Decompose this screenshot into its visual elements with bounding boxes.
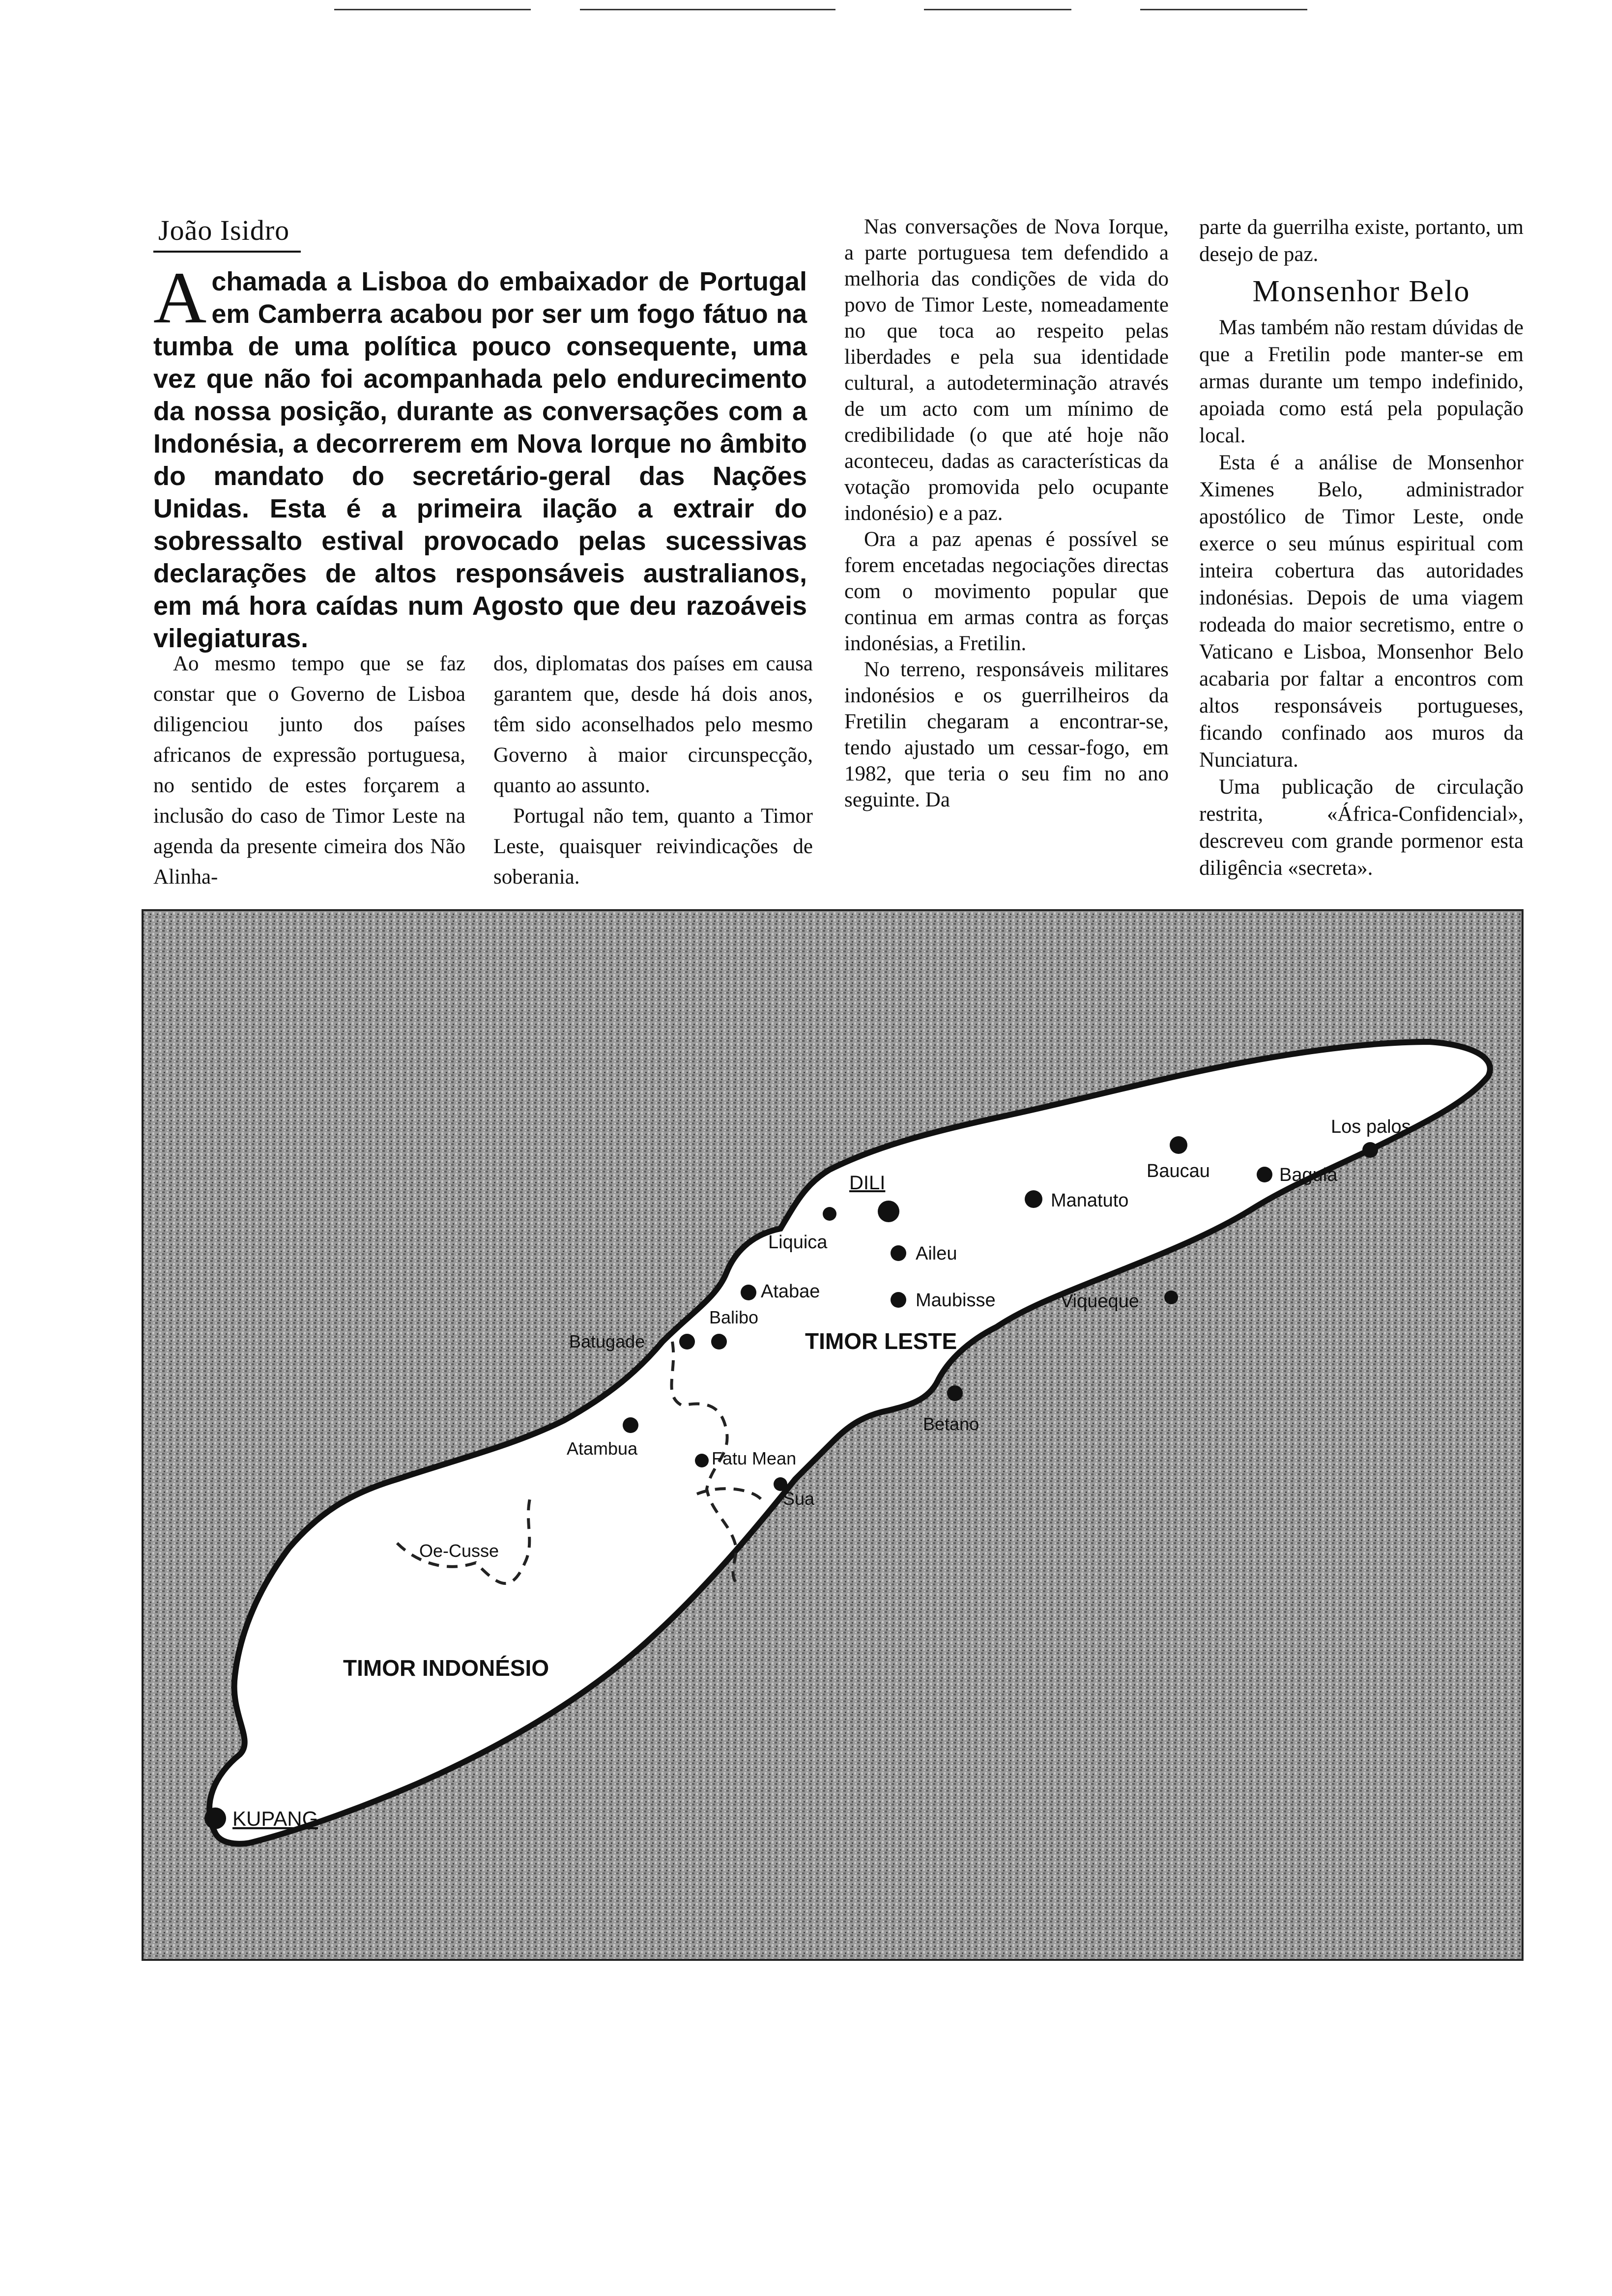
page-edge-rule-1 [334,9,531,10]
byline-rule [153,251,301,253]
column-3 [844,214,1169,813]
town-kupang [204,1807,318,1830]
col3-paragraph-2: Ora a paz apenas é possível se forem encetadas negociações directas com o movimento popular que continua em armas contra as forças indonésias, a Fretilin. [844,528,1169,655]
town-maubisse-label: Maubisse [916,1290,996,1311]
town-aileu-label: Aileu [916,1243,957,1264]
col2-paragraph-1: dos, diplomatas dos países em causa garantem que, desde há dois anos, têm sido aconselhados pelo mesmo Governo à maior circunspecção, quanto ao assunto. [493,652,813,797]
page-edge-rule-3 [924,9,1071,10]
town-atambua-label: Atambua [567,1438,638,1459]
col4-paragraph-2: Mas também não restam dúvidas de que a Fretilin pode manter-se em armas durante um tempo indefinido, apoiada como está pela população local. [1199,316,1524,447]
town-balibo-label: Balibo [709,1307,759,1327]
town-dili-label: DILI [849,1172,886,1194]
col3-paragraph-3: No terreno, responsáveis militares indonésios e os guerrilheiros da Fretilin chegaram a encontrar-se, tendo ajustado um cessar-fogo, em 1982, que teria o seu fim no ano seguinte. Da [844,658,1169,811]
town-kupang-label: KUPANG [232,1807,318,1830]
page-edge-rule-4 [1140,9,1307,10]
column-2 [493,649,813,892]
subheading-monsenhor-belo: Monsenhor Belo [1252,275,1470,308]
town-oecusse-label: Oe-Cusse [419,1541,499,1561]
town-atabae-label: Atabae [761,1281,820,1302]
town-baucau-label: Baucau [1147,1161,1210,1181]
town-betano-label: Betano [923,1414,979,1434]
col1-paragraph-1: Ao mesmo tempo que se faz constar que o Governo de Lisboa diligenciou junto dos países africanos de expressão portuguesa, no sentido de estes forçarem a inclusão do caso de Timor Leste na agenda da presente cimeira dos Não Alinha- [153,652,465,889]
town-sua-label: Sua [783,1489,815,1509]
byline: João Isidro [158,214,290,246]
timor-map [142,909,1524,1961]
lead-paragraph [153,257,807,655]
column-4 [1199,214,1524,882]
town-batugade-label: Batugade [569,1331,645,1351]
col3-paragraph-1: Nas conversações de Nova Iorque, a parte portuguesa tem defendido a melhoria das condições de vida do povo de Timor Leste, nomeadamente no que toca ao respeito pelas liberdades e pela sua identidade cultural, a autodeterminação através de um acto com um mínimo de credibilidade (o que até hoje não aconteceu, dadas as características da votação promovida pelo ocupante indonésio) e a paz. [844,215,1169,525]
col4-paragraph-4: Uma publicação de circulação restrita, «África-Confidencial», descreveu com grande pormenor esta diligência «secreta». [1199,775,1524,880]
town-lospalos-label: Los palos [1331,1117,1411,1137]
town-oecusse [419,1541,499,1561]
town-manatuto-label: Manatuto [1051,1190,1129,1211]
column-1 [153,649,465,892]
region-timor-indonesio: TIMOR INDONÉSIO [343,1655,549,1681]
col2-paragraph-2: Portugal não tem, quanto a Timor Leste, quaisquer reivindicações de soberania. [493,804,813,889]
town-baguia-label: Baguia [1279,1165,1338,1185]
town-viqueque-label: Viqueque [1061,1291,1139,1312]
col4-paragraph-3: Esta é a análise de Monsenhor Ximenes Belo, administrador apostólico de Timor Leste, onde exerce o seu múnus espiritual com inteira cobertura das autoridades indonésias. Depois de uma viagem rodeada do maior secretismo, entre o Vaticano e Lisboa, Monsenhor Belo acabaria por faltar a encontros com altos responsáveis portugueses, ficando confinado aos muros da Nunciatura. [1199,451,1524,772]
town-fatumean-label: Fatu Mean [712,1448,797,1468]
page-edge-rule-2 [580,9,835,10]
region-timor-leste: TIMOR LESTE [805,1328,957,1354]
town-liquica-label: Liquica [768,1232,828,1253]
drop-cap: A [153,257,207,339]
col4-paragraph-1: parte da guerrilha existe, portanto, um desejo de paz. [1199,216,1524,266]
lead-text: chamada a Lisboa do embaixador de Portugal em Camberra acabou por ser um fogo fátuo na tumba de uma política pouco consequente, uma vez que não foi acompanhada pelo endurecimento da nossa posição, durante as conversações com a Indonésia, a decorrerem em Nova Iorque no âmbito do mandato do secretário-geral das Nações Unidas. Esta é a primeira ilação a extrair do sobressalto estival provocado pelas sucessivas declarações de altos responsáveis australianos, em má hora caídas num Agosto que deu razoáveis vilegiaturas. [153,267,807,653]
